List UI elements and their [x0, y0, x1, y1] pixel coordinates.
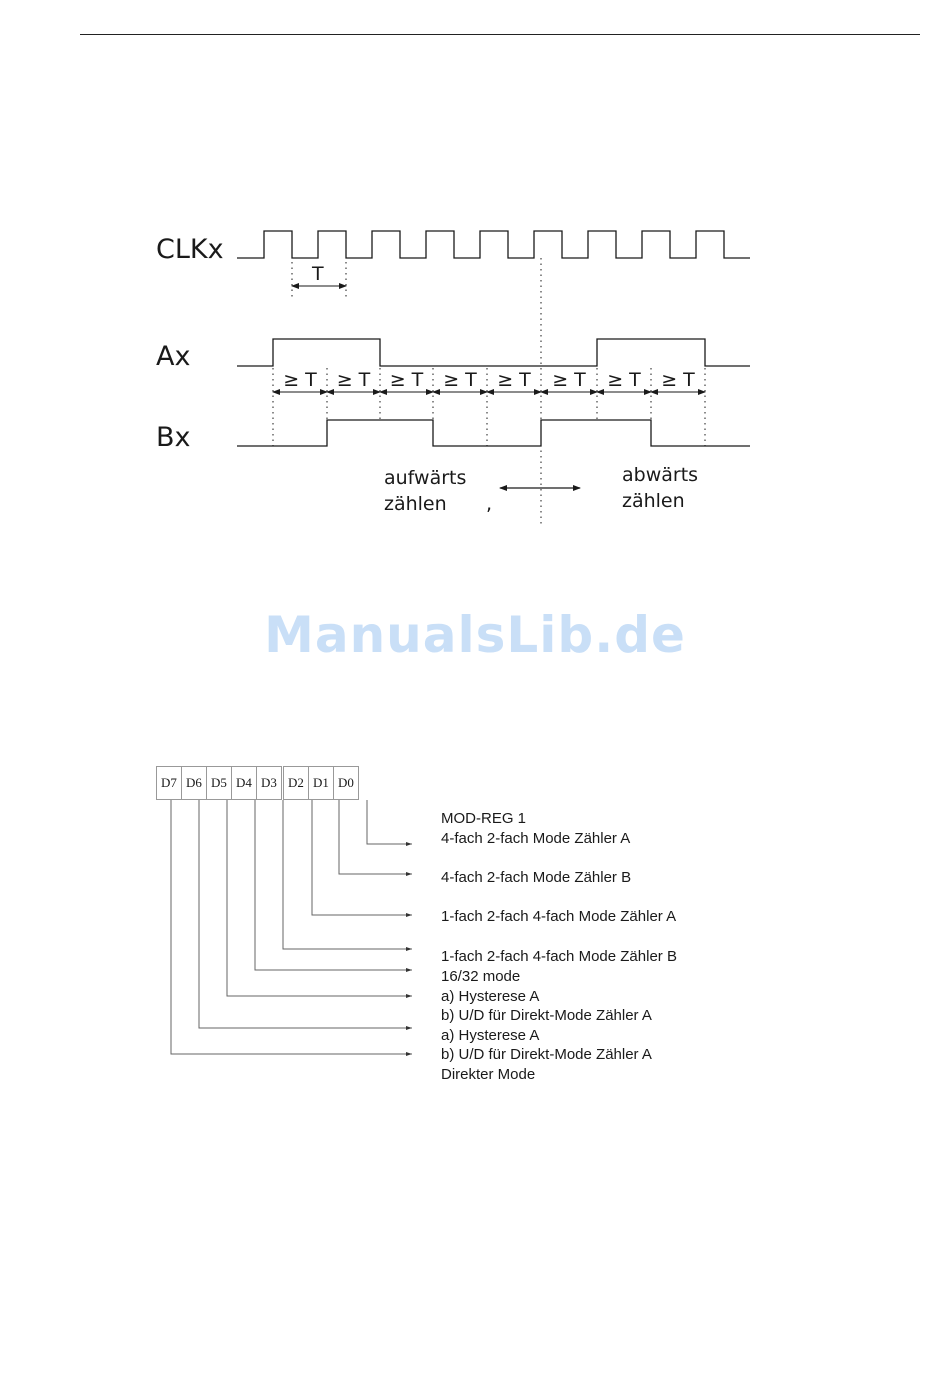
- connector-d5: [227, 800, 412, 996]
- interval-arrows: [273, 369, 705, 392]
- count-up-line2: zählen: [384, 493, 447, 515]
- a-signal-label: Ax: [156, 341, 191, 372]
- bit-cell-d6: D6: [182, 767, 207, 800]
- bit-cell-d2: D2: [284, 767, 309, 800]
- bit-cell-d7: D7: [157, 767, 182, 800]
- bit-cell-d0: D0: [334, 767, 359, 800]
- desc-d1: 4-fach 2-fach Mode Zähler B: [441, 869, 632, 886]
- b-signal-label: Bx: [156, 422, 191, 453]
- bit-cell-d3: D3: [257, 767, 282, 800]
- period-label: T: [312, 263, 324, 285]
- connector-d6: [199, 800, 412, 1028]
- register-bit-table: [156, 766, 359, 800]
- interval-label: ≥ T: [552, 369, 586, 391]
- desc-d2: 1-fach 2-fach 4-fach Mode Zähler A: [441, 908, 677, 925]
- stray-mark: ,: [486, 493, 493, 515]
- desc-d5-a: a) Hysterese A: [441, 988, 540, 1005]
- count-down-line2: zählen: [622, 490, 685, 512]
- bit-cell-d4: D4: [232, 767, 257, 800]
- interval-label: ≥ T: [607, 369, 641, 391]
- count-up-line1: aufwärts: [384, 467, 467, 489]
- desc-d5-b: b) U/D für Direkt-Mode Zähler A: [441, 1007, 652, 1024]
- desc-d4: 16/32 mode: [441, 968, 521, 985]
- bit-cell-d5: D5: [207, 767, 232, 800]
- interval-label: ≥ T: [661, 369, 695, 391]
- count-down-line1: abwärts: [622, 464, 699, 486]
- connector-d1: [339, 800, 412, 874]
- desc-d7: Direkter Mode: [441, 1066, 536, 1083]
- timing-diagram: [0, 0, 950, 560]
- connector-d2: [312, 800, 412, 915]
- register-title: MOD-REG 1: [441, 810, 527, 827]
- connector-d7: [171, 800, 412, 1054]
- b-waveform: [237, 420, 750, 446]
- a-waveform: [237, 339, 750, 366]
- interval-label: ≥ T: [389, 369, 424, 391]
- desc-d6-b: b) U/D für Direkt-Mode Zähler A: [441, 1046, 652, 1063]
- interval-label: ≥ T: [497, 369, 531, 391]
- interval-label: ≥ T: [443, 369, 477, 391]
- watermark: ManualsLib.de: [264, 606, 686, 664]
- clk-waveform: [237, 231, 750, 258]
- connector-d4: [255, 800, 412, 970]
- desc-d3: 1-fach 2-fach 4-fach Mode Zähler B: [441, 948, 677, 965]
- interval-label: ≥ T: [283, 369, 317, 391]
- desc-d6-a: a) Hysterese A: [441, 1027, 540, 1044]
- desc-d0: 4-fach 2-fach Mode Zähler A: [441, 830, 631, 847]
- connector-d3: [283, 800, 412, 949]
- bit-cell-d1: D1: [309, 767, 334, 800]
- interval-label: ≥ T: [336, 369, 371, 391]
- clk-signal-label: CLKx: [156, 234, 224, 265]
- connector-d0: [367, 800, 412, 844]
